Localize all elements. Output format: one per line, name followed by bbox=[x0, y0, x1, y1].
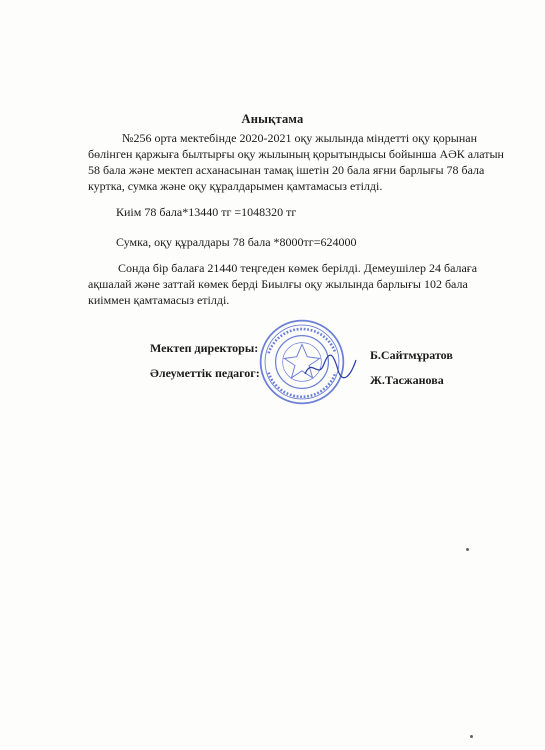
summary-paragraph: Сонда бір балаға 21440 теңгеден көмек берілді. Демеушілер 24 балаға ақшалай және заттай көмек берді Биылғы оқу жылында барлығы 102 бала киіммен қамтамасыз етілді. bbox=[88, 261, 478, 307]
scan-speck bbox=[470, 735, 473, 738]
social-pedagogue-name: Ж.Тасжанова bbox=[370, 373, 444, 387]
document-title: Анықтама bbox=[241, 112, 304, 126]
clothing-calculation: Киім 78 бала*13440 тг =1048320 тг bbox=[116, 205, 297, 219]
main-paragraph: №256 орта мектебінде 2020-2021 оқу жылында міндетті оқу қорынан бөлінген қаржыға былтырғы оқу жылының қорытындысы бойынша АӘК алатын 58 бала және мектеп асханасынан тамақ ішетін 20 бала яғни барлығы 78 бала куртка, сумка және оқу құралдарымен қамтамасыз етілді. bbox=[88, 131, 504, 193]
director-name: Б.Сайтмұратов bbox=[370, 348, 453, 362]
scan-speck bbox=[466, 548, 469, 551]
handwritten-signature-icon bbox=[300, 352, 360, 382]
social-pedagogue-label: Әлеуметтік педагог: bbox=[150, 366, 260, 380]
director-label: Мектеп директоры: bbox=[150, 341, 259, 355]
bag-supplies-calculation: Сумка, оқу құралдары 78 бала *8000тг=624000 bbox=[116, 235, 357, 249]
